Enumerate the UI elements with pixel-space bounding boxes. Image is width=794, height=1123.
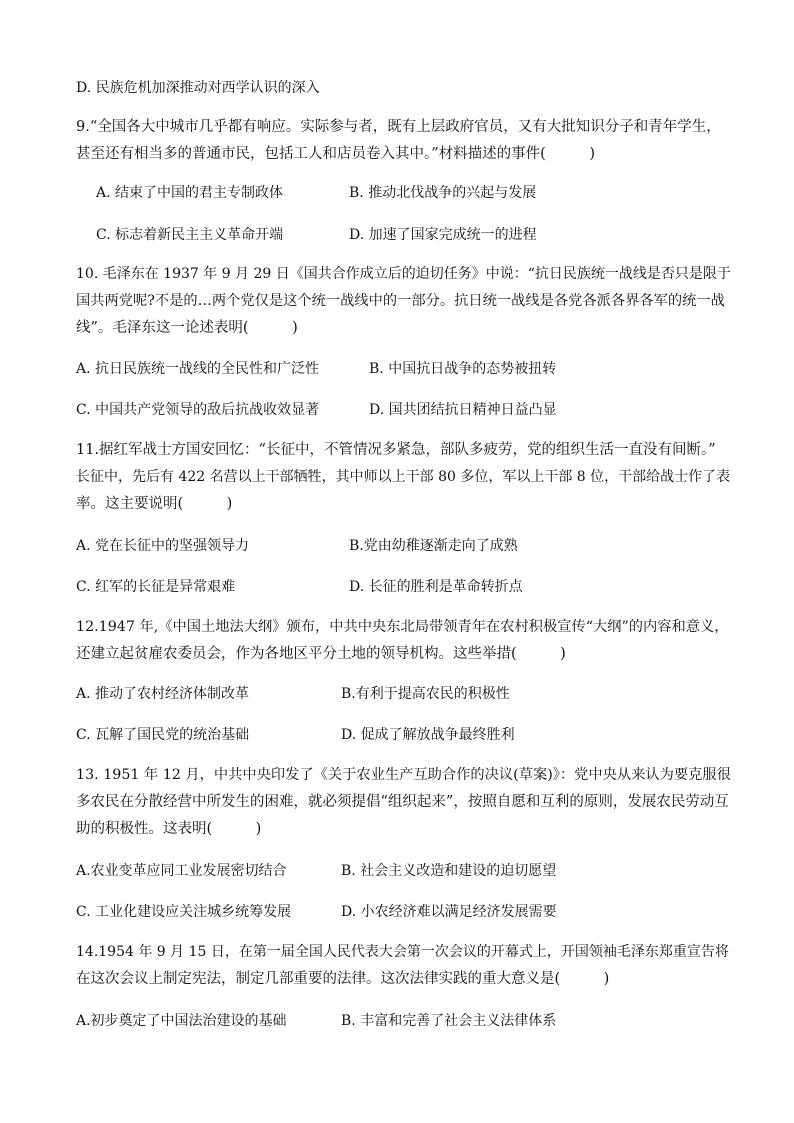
q12-option-a: A. 推动了农村经济体制改革 — [76, 686, 250, 702]
q12-option-b: B.有利于提高农民的积极性 — [341, 686, 510, 702]
question-stem-line: 在这次会议上制定宪法，制定几部重要的法律。这次法律实践的重大意义是( ) — [76, 971, 610, 987]
question-stem-line: 9.“全国各大中城市几乎都有响应。实际参与者，既有上层政府官员，又有大批知识分子和青年学生， — [76, 119, 721, 135]
q9-option-b: B. 推动北伐战争的兴起与发展 — [349, 185, 537, 201]
question-stem-line: 11.据红军战士方国安回忆：“长征中，不管情况多紧急，部队多疲劳，党的组织生活一直没有间断。” — [76, 442, 716, 458]
q10-option-b: B. 中国抗日战争的态势被扭转 — [369, 361, 557, 377]
q11-option-c: C. 红军的长征是异常艰难 — [76, 579, 236, 595]
question-stem-line: 13. 1951 年 12 月，中共中央印发了《关于农业生产互助合作的决议(草案)》：党中央从来认为要克服很 — [76, 767, 731, 783]
q12-option-d: D. 促成了解放战争最终胜利 — [341, 727, 515, 743]
q10-option-c: C. 中国共产党领导的敌后抗战收效显著 — [76, 402, 320, 418]
q9-option-c: C. 标志着新民主主义革命开端 — [96, 227, 284, 243]
q9-option-d: D. 加速了国家完成统一的进程 — [349, 227, 537, 243]
q11-option-a: A. 党在长征中的坚强领导力 — [76, 538, 250, 554]
question-stem-line: 线”。毛泽东这一论述表明( ) — [76, 320, 298, 336]
question-stem-line: 12.1947 年,《中国土地法大纲》颁布，中共中央东北局带领青年在农村积极宣传“大纲”的内容和意义， — [76, 619, 729, 635]
q10-option-d: D. 国共团结抗日精神日益凸显 — [369, 402, 557, 418]
q8-option-d: D. 民族危机加深推动对西学认识的深入 — [76, 80, 320, 96]
question-stem-line: 长征中，先后有 422 名营以上干部牺牲，其中师以上干部 80 多位，军以上干部 8 位，干部给战士作了表 — [76, 469, 731, 485]
q11-option-d: D. 长征的胜利是革命转折点 — [349, 579, 523, 595]
question-stem-line: 国共两党呢?不是的…两个党仅是这个统一战线中的一部分。抗日统一战线是各党各派各界各军的统一战 — [76, 293, 725, 309]
question-stem-line: 10. 毛泽东在 1937 年 9 月 29 日《国共合作成立后的迫切任务》中说：“抗日民族统一战线是否只是限于 — [76, 266, 731, 282]
q13-option-c: C. 工业化建设应关注城乡统筹发展 — [76, 904, 292, 920]
q13-option-d: D. 小农经济难以满足经济发展需要 — [341, 904, 557, 920]
q13-option-b: B. 社会主义改造和建设的迫切愿望 — [341, 863, 557, 879]
question-stem-line: 14.1954 年 9 月 15 日，在第一届全国人民代表大会第一次会议的开幕式上，开国领袖毛泽东郑重宣告将 — [76, 944, 729, 960]
question-stem-line: 助的积极性。这表明( ) — [76, 821, 262, 837]
question-stem-line: 多农民在分散经营中所发生的困难，就必须提倡“组织起来”，按照自愿和互利的原则，发展农民劳动互 — [76, 794, 729, 810]
q12-option-c: C. 瓦解了国民党的统治基础 — [76, 727, 250, 743]
q14-option-a: A.初步奠定了中国法治建设的基础 — [76, 1013, 287, 1029]
q13-option-a: A.农业变革应同工业发展密切结合 — [76, 863, 287, 879]
question-stem-line: 率。这主要说明( ) — [76, 496, 233, 512]
q11-option-b: B.党由幼稚逐渐走向了成熟 — [349, 538, 518, 554]
q14-option-b: B. 丰富和完善了社会主义法律体系 — [341, 1013, 557, 1029]
question-stem-line: 甚至还有相当多的普通市民，包括工人和店员卷入其中。”材料描述的事件( ) — [76, 146, 595, 162]
question-stem-line: 还建立起贫雇农委员会，作为各地区平分土地的领导机构。这些举措( ) — [76, 646, 566, 662]
q10-option-a: A. 抗日民族统一战线的全民性和广泛性 — [76, 361, 320, 377]
q9-option-a: A. 结束了中国的君主专制政体 — [96, 185, 284, 201]
